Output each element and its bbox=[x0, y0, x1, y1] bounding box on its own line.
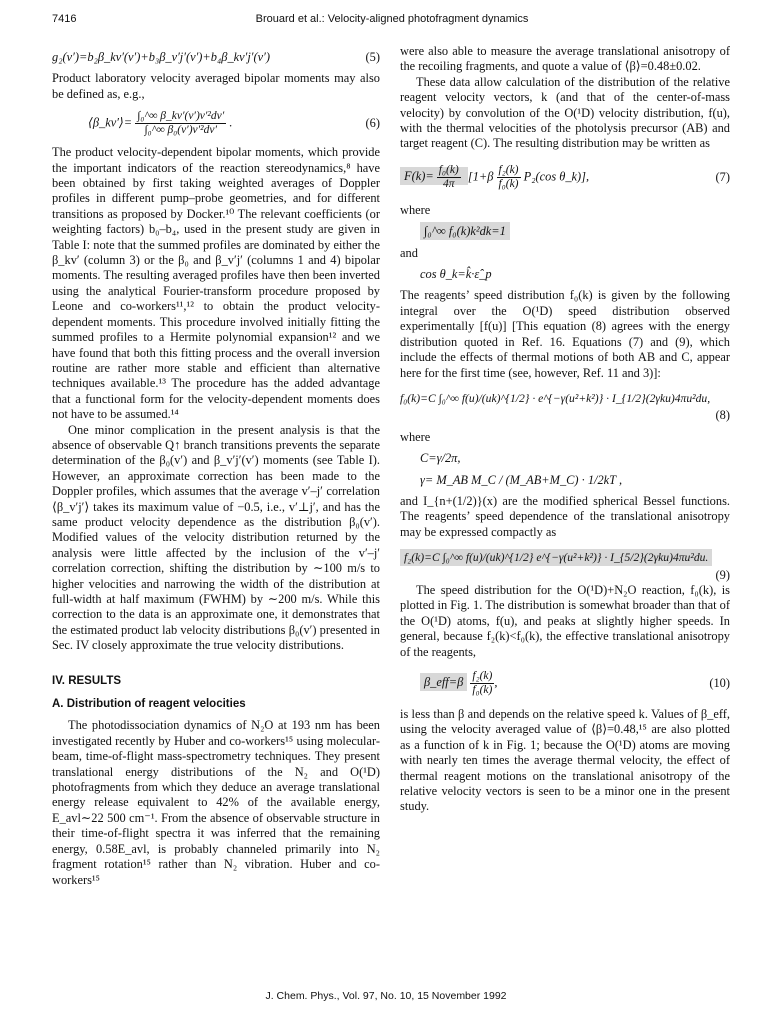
right-column bbox=[400, 44, 730, 815]
section-heading: IV. RESULTS bbox=[52, 674, 122, 687]
equation-10-highlight: β_eff=β bbox=[420, 673, 467, 691]
equation-7-number: (7) bbox=[715, 169, 730, 184]
paragraph: is less than β and depends on the relative speed k. Values of β_eff, using the velocity averaged value of ⟨β⟩=0.48,¹⁵ are also plotted as a function of k in Fig. 1; because the O(¹D) atoms are moving with nearly ten times the average thermal velocity, the effect of thermal reagent motions on the translational anisotropy of the relative velocity vectors is seen to be a minor one in the present study. bbox=[400, 707, 730, 814]
running-header bbox=[52, 13, 732, 31]
normalization-highlight: ∫₀^∞ f₀(k)k²dk=1 bbox=[420, 222, 510, 240]
constant-c-equation: C=γ/2π, bbox=[420, 451, 461, 466]
equation-6-lhs: ⟨β_kv′⟩= bbox=[88, 115, 133, 130]
paragraph: were also able to measure the average translational anisotropy of the recoiling fragments, and quote a value of ⟨β⟩=0.48±0.02. bbox=[400, 44, 730, 74]
equation-6-fraction bbox=[135, 110, 226, 137]
and-label: and bbox=[400, 245, 418, 260]
running-title: Brouard et al.: Velocity-aligned photofragment dynamics bbox=[255, 13, 529, 25]
equation-10-number: (10) bbox=[709, 675, 730, 690]
left-column bbox=[52, 44, 380, 888]
paragraph: The photodissociation dynamics of N₂O at 193 nm has been investigated recently by Huber and co-workers¹⁵ using molecular-beam, time-of-flight mass-spectrometry techniques. They present translational energy distributions of the N₂ and O(¹D) photofragments from which they deduce an average translational energy release equivalent to 42% of the available energy, E_avl∼22 500 cm⁻¹. From the absence of observable structure in their time-of-flight spectra it was inferred that the remaining energy, 0.58E_avl, is probably channeled primarily into N₂ fragment rotation¹⁵ rather than N₂ vibration. Huber and co-workers¹⁵ bbox=[52, 718, 380, 887]
paragraph: Product laboratory velocity averaged bipolar moments may also be defined as, e.g., bbox=[52, 71, 380, 101]
equation-7 bbox=[400, 164, 730, 191]
paragraph: One minor complication in the present analysis is that the absence of observable Q↑ branch transitions prevents the separate determination of the β₀(v′) and β_v′j′(v′) moments (see Table I). However, an approximate correction has been made to the Doppler profiles, which assumes that the average v′–j′ correlation ⟨β_v′j′⟩ takes its maximum value of −0.5, i.e., v′⊥j′, and has the same product velocity dependence as the distribution β₀(v′). Modified values of the velocity distribution returned by the analysis were little affected by the inclusion of the v′–j′ correlation correction, shifting the distribution by ∼100 m/s to higher velocities and narrowing the width of the distribution at full-width at half maximum (FWHM) by ∼200 m/s. While this correction to the data is an approximate one, it demonstrates that the estimated product lab velocity distributions β₀(v′) presented in Sec. IV closely approximate the true velocity distributions. bbox=[52, 422, 380, 653]
equation-9-number: (9) bbox=[715, 567, 730, 582]
where-label: where bbox=[400, 202, 431, 217]
equation-10: β_eff=β $\frac{\text{f₂(k)}}{\text{f₀(k)}}$ , (10) bbox=[400, 670, 730, 697]
equation-6-numerator: ∫₀^∞ β_kv′(v′)v′²dv′ bbox=[137, 110, 225, 123]
equation-7-lhs: F(k)= bbox=[404, 169, 434, 184]
journal-footer: J. Chem. Phys., Vol. 97, No. 10, 15 November 1992 bbox=[265, 990, 507, 1002]
cosine-equation: cos θ_k=k̂·ε̂_p bbox=[420, 267, 492, 282]
equation-5 bbox=[52, 50, 380, 65]
equation-10-fraction: $\frac{\text{f₂(k)}}{\text{f₀(k)}}$ bbox=[472, 670, 493, 696]
equation-8-number: (8) bbox=[715, 408, 730, 423]
page-number: 7416 bbox=[52, 13, 77, 25]
equation-8-body: f₀(k)=C ∫₀^∞ f(u)/(uk)^{1/2} · e^{−γ(u²+k²)} · I_{1/2}(2γku)4πu²du, bbox=[400, 391, 711, 405]
normalization-equation bbox=[400, 224, 730, 239]
equation-7-ratio: $\frac{\text{f₂(k)}}{\text{f₀(k)}}$ bbox=[498, 163, 519, 190]
equation-7-fraction: $\frac{\text{f₀(k)}}{4\pi}$ bbox=[438, 163, 459, 190]
equation-7-highlight bbox=[400, 163, 468, 190]
gamma-equation: γ= M_AB M_C / (M_AB+M_C) · 1/2kT , bbox=[420, 472, 623, 487]
where-label: where bbox=[400, 429, 431, 444]
equation-7-legendre: P₂(cos θ_k)], bbox=[523, 169, 590, 184]
equation-8 bbox=[400, 391, 730, 406]
paragraph: and I_{n+(1/2)}(x) are the modified spherical Bessel functions. The reagents’ speed dependence of the translational anisotropy may be expressed compactly as bbox=[400, 493, 730, 539]
equation-6-number: (6) bbox=[365, 116, 380, 131]
equation-9-body: f₂(k)=C ∫₀^∞ f(u)/(uk)^{1/2} e^{−γ(u²+k²)} · I_{5/2}(2γku)4πu²du. bbox=[400, 549, 712, 566]
paragraph: The product velocity-dependent bipolar moments, which provide the important indicators of the reaction stereodynamics,⁸ have been obtained by first taking weighted averages of Doppler profiles in different pump–probe geometries, and for different transitions as proposed by Docker.¹⁰ The relevant coefficients (or weighting factors) b₀–b₄, used in the present study are given in Table I: note that the summed profiles are dominated by either the β_kv′ (column 3) or the β₀ and β_v′j′ (columns 1 and 4) bipolar moments. The resulting averaged profiles have then been inverted using the analytical Fourier-transform procedure proposed by Leone and co-workers¹¹,¹² to obtain the product velocity-dependent moments. This procedure involved initially fitting the summed profiles to a Hermite polynomial expansion¹² and we have found that both this fitting process and the overall inversion routine are rather more stable and efficient than alternative techniques available.¹³ The procedure has the added advantage that a functional form for the velocity-dependent moments does not have to be assumed.¹⁴ bbox=[52, 145, 380, 422]
paragraph: The reagents’ speed distribution f₀(k) is given by the following integral over the O(¹D) speed distribution observed experimentally [f(u)] [This equation (8) agrees with the energy distribution quoted in Ref. 16. Equations (7) and (9), which include the effects of thermal motions of both AB and C, appear here for the first time (see, however, Ref. 11 and 3)]: bbox=[400, 288, 730, 380]
paragraph: These data allow calculation of the distribution of the relative reagent velocity vectors, k (and that of the center-of-mass velocity) by convolution of the O(¹D) velocity distribution, f(u), with the thermal velocities of the photolysis precursor (AB) and target reagent (C). The resulting distribution may be written as bbox=[400, 74, 730, 151]
equation-5-number: (5) bbox=[365, 50, 380, 64]
equation-5-body: g₂(v′)=b₂β_kv′(v′)+b₃β_v′j′(v′)+b₄β_kv′j′(v′) bbox=[52, 50, 270, 64]
equation-9 bbox=[400, 550, 730, 565]
subsection-heading: A. Distribution of reagent velocities bbox=[52, 698, 246, 711]
equation-6-denominator: ∫₀^∞ β₀(v′)v′²dv′ bbox=[144, 124, 217, 137]
paragraph: The speed distribution for the O(¹D)+N₂O reaction, f₀(k), is plotted in Fig. 1. The distribution is somewhat broader than that of the O(¹D) atoms, f(u), and peaks at slightly higher speeds. In general, because f₂(k)<f₀(k), the effective translational anisotropy of the reagents, bbox=[400, 582, 730, 659]
equation-6: ⟨β_kv′⟩= $\frac{\text{∫₀\textasciicircum{}∞ β\_kv′(v′)v′²dv′}}{\text{∫₀\textasciicircum{}∞ β₀(v′)v′²dv′}}$ . (6) bbox=[88, 110, 380, 137]
equation-7-bracket: [1+β bbox=[467, 169, 494, 184]
